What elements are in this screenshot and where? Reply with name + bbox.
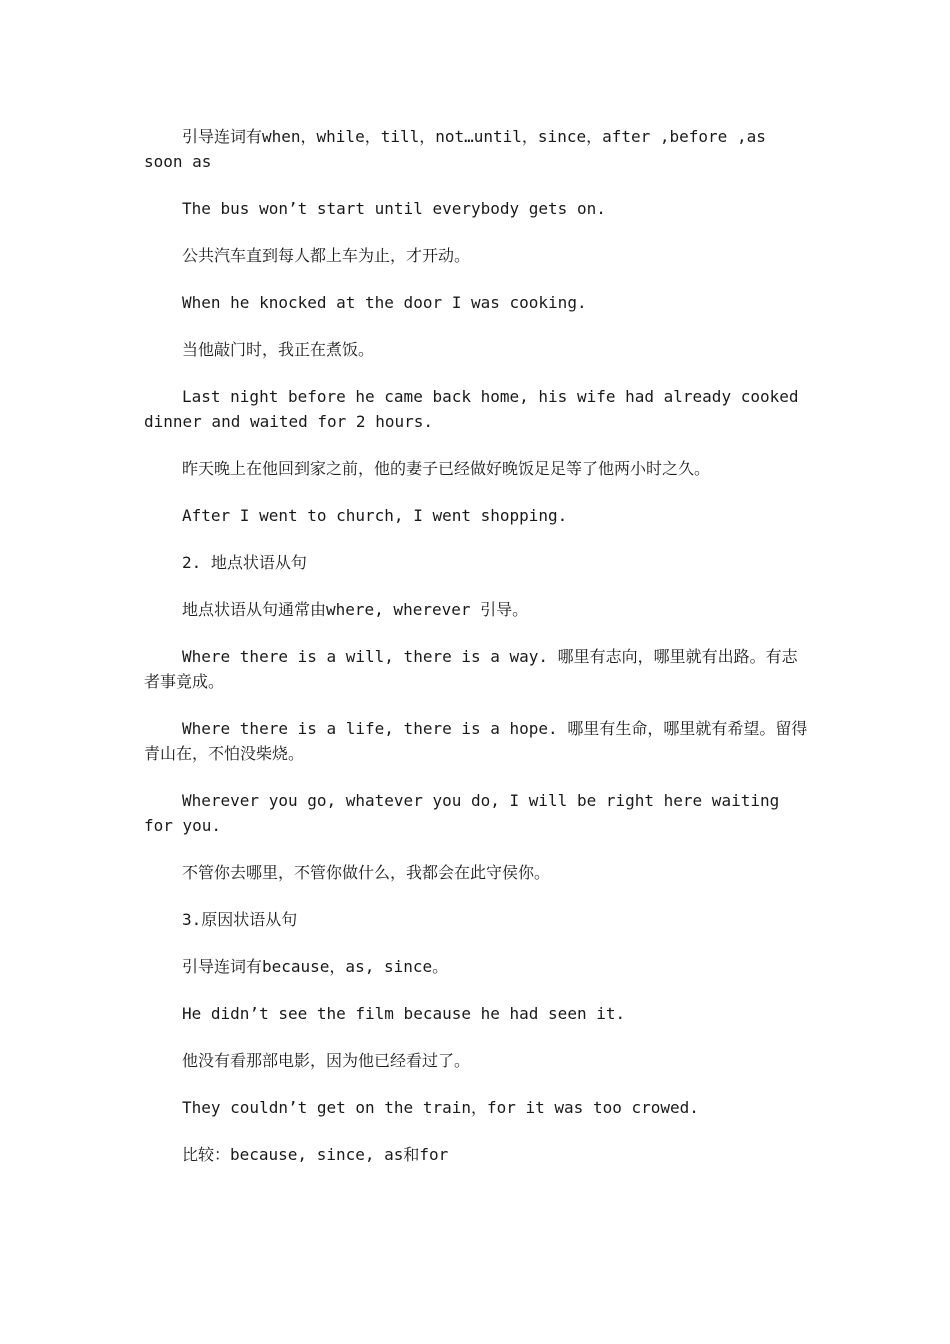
paragraph-example-wherever: Wherever you go, whatever you do, I will be right here waiting for you. xyxy=(144,791,780,835)
paragraph-example-film: He didn’t see the film because he had seen it. xyxy=(182,1004,626,1023)
paragraph-translation-film: 他没有看那部电影，因为他已经看过了。 xyxy=(182,1051,471,1070)
paragraph-example-last-night: Last night before he came back home, his wife had already cooked dinner and waited for 2 hours. xyxy=(144,387,799,431)
paragraph-reason-conjunctions: 引导连词有because，as, since。 xyxy=(182,957,449,976)
paragraph-comparison: 比较：because, since, as和for xyxy=(182,1145,449,1164)
paragraph-conjunctions-time: 引导连词有when，while，till，not…until，since，after ,before ,as soon as xyxy=(144,127,766,171)
paragraph-example-bus: The bus won’t start until everybody gets on. xyxy=(182,199,606,218)
paragraph-example-life-hope: Where there is a life, there is a hope. 哪里有生命，哪里就有希望。留得青山在，不怕没柴烧。 xyxy=(144,719,808,763)
paragraph-translation-knocked: 当他敲门时，我正在煮饭。 xyxy=(182,340,375,359)
paragraph-translation-bus: 公共汽车直到每人都上车为止，才开动。 xyxy=(182,246,471,265)
section-heading-reason-clause: 3.原因状语从句 xyxy=(182,910,298,929)
paragraph-example-train: They couldn’t get on the train，for it was too crowed. xyxy=(182,1098,699,1117)
paragraph-translation-last-night: 昨天晚上在他回到家之前，他的妻子已经做好晚饭足足等了他两小时之久。 xyxy=(182,459,711,478)
paragraph-translation-wherever: 不管你去哪里，不管你做什么，我都会在此守侯你。 xyxy=(182,863,551,882)
paragraph-example-church: After I went to church, I went shopping. xyxy=(182,506,568,525)
paragraph-example-knocked: When he knocked at the door I was cooking. xyxy=(182,293,587,312)
section-heading-place-clause: 2. 地点状语从句 xyxy=(182,553,307,572)
document-body xyxy=(144,124,808,1189)
paragraph-example-will-way: Where there is a will, there is a way. 哪里有志向，哪里就有出路。有志者事竟成。 xyxy=(144,647,798,691)
paragraph-place-clause-intro: 地点状语从句通常由where, wherever 引导。 xyxy=(182,600,529,619)
